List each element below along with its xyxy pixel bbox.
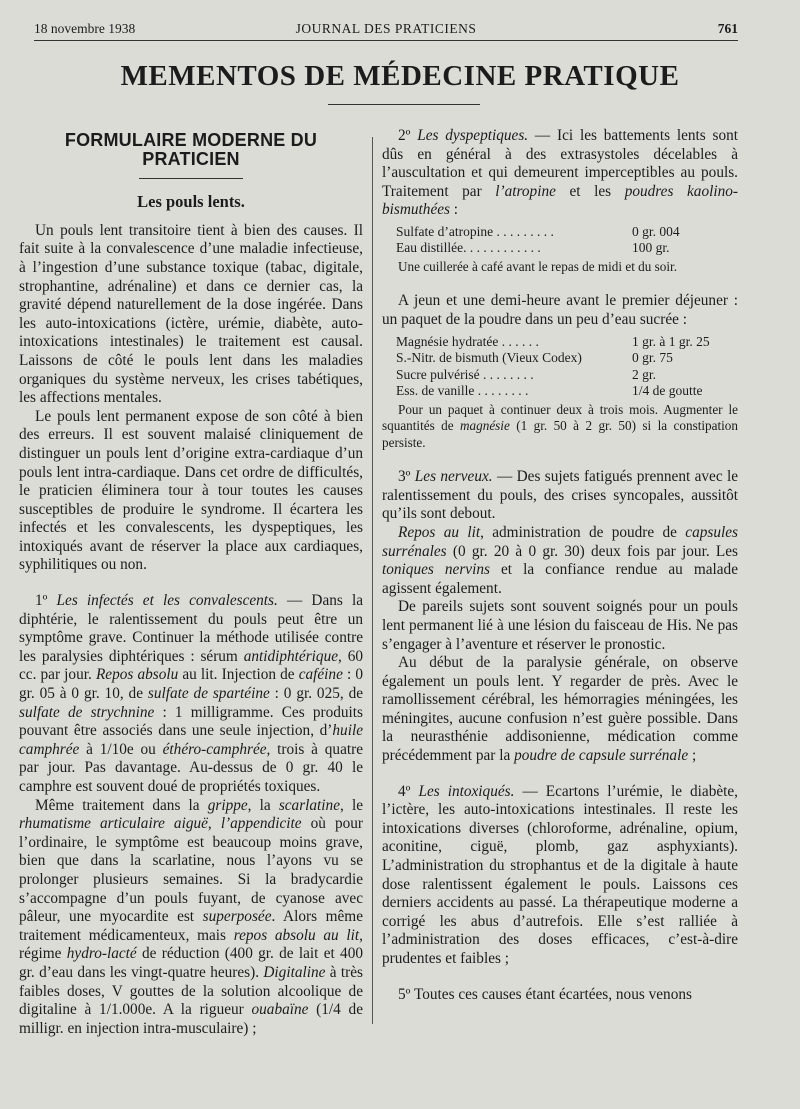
section-title: FORMULAIRE MODERNE DU PRATICIEN: [64, 130, 318, 169]
subsection-heading: Les infectés et les convalescents.: [56, 592, 278, 610]
paragraph: Au début de la paralysie générale, on observe également un pouls lent. Y regarder de près. Avec le ramollissement cérébral, les hémorragies méningées, les méningites, aucune confusion n’est guère possible. Dans la neurasthénie addisonienne, médication comme précédemment par la poudre de capsule surrénale ;: [382, 654, 738, 765]
prescription-atropine: [396, 224, 738, 257]
subsection-heading: Les nerveux.: [414, 468, 493, 486]
page-number: 761: [717, 21, 738, 36]
main-title: MEMENTOS DE MÉDECINE PRATIQUE: [120, 60, 680, 92]
title-rule: [328, 104, 480, 105]
right-column: [382, 127, 738, 1004]
paragraph-intoxiques: 4º Les intoxiqués. — Ecartons l’urémie, le diabète, l’ictère, les auto-intoxications intestinales. Il reste les intoxications diverses (chloroforme, adrénaline, opium, aconitine, ciguë, plomb, gaz asphyxiants). L’administration du strophantus et de la digitale à haute dose ralentissent également le pouls. Laissons ces derniers accidents au passé. La thérapeutique moderne a corrigé les abus d’autrefois. Elle s’est ralliée à l’administration des doses efficaces, c’est-à-dire prudentes et faibles ;: [382, 782, 739, 967]
paragraph: Le pouls lent permanent expose de son côté à bien des erreurs. Il est souvent malaisé cliniquement de distinguer un pouls lent d’origine extra-cardiaque d’un pouls lent intra-cardiaque. Dans cet ordre de difficultés, le praticien éliminera tour à tour toutes les causes susceptibles de produire le syndrome. Il écartera les infectés et les convalescents, les dyspeptiques, les intoxiqués avant de réserver la place aux cardiaques, syphilitiques ou non.: [19, 407, 363, 574]
paragraph-causes-ecartees: 5º Toutes ces causes étant écartées, nous venons: [398, 985, 692, 1003]
paragraph: De pareils sujets sont souvent soignés pour un pouls lent permanent lié à une lésion du faisceau de His. Ne pas s’engager à l’aventure et réserver le pronostic.: [382, 598, 738, 653]
subsection-heading: Les dyspeptiques.: [417, 127, 529, 144]
prescription-note: Une cuillerée à café avant le repas de midi et du soir.: [398, 258, 678, 274]
article-subtitle: Les pouls lents.: [137, 192, 245, 212]
paragraph: Repos au lit, administration de poudre de capsules surrénales (0 gr. 20 à 0 gr. 30) deux fois par jour. Les toniques nervins et la confiance rendue au malade agissent également.: [382, 523, 738, 597]
paragraph: Un pouls lent transitoire tient à bien des causes. Il fait suite à la convalescence d’une maladie infectieuse, à l’ingestion d’une substance toxique (tabac, digitale, strophantine, adrénaline) et dans ce dernier cas, la gravité dépend naturellement de la dose ingérée. Dans les auto-intoxications (ictère, urémie, diabète, auto-intoxications intestinales) le traitement est causal. Laissons de côté le pouls lent dans les maladies organiques du système nerveux, les crises tabétiques, les affections mentales.: [19, 221, 363, 407]
paragraph-dyspeptiques: 2º Les dyspeptiques. — Ici les battements lents sont dûs en général à des extrasystoles décelables à l’auscultation et qui demeurent imperceptibles au pouls. Traitement par l’atropine et les poudres kaolino-bismuthées :: [382, 127, 739, 219]
prescription-row: Eau distillée. . . . . . . . . . . . 100 gr.: [396, 240, 670, 256]
prescription-row: Ess. de vanille . . . . . . . . 1/4 de goutte: [396, 383, 703, 399]
prescription-row: Magnésie hydratée . . . . . . 1 gr. à 1 gr. 25: [396, 333, 710, 349]
prescription-poudre: [396, 334, 738, 400]
section-rule: [139, 178, 243, 179]
prescription-note: Pour un paquet à continuer deux à trois mois. Augmenter le squantités de magnésie (1 gr. 50 à 2 gr. 50) si la constipation persiste.: [382, 401, 738, 450]
prescription-row: Sulfate d’atropine . . . . . . . . . 0 gr. 004: [396, 223, 680, 239]
prescription-row: S.-Nitr. de bismuth (Vieux Codex) 0 gr. 75: [396, 350, 673, 366]
header-rule: [34, 40, 738, 41]
paragraph: A jeun et une demi-heure avant le premier déjeuner : un paquet de la poudre dans un peu d’eau sucrée :: [382, 292, 738, 329]
paragraph-infectes: 1º Les infectés et les convalescents. — Dans la diphtérie, le ralentissement du pouls peut être un symptôme grave. Continuer la méthode utilisée contre les paralysies diphtériques : sérum antidiphtérique, 60 cc. par jour. Repos absolu au lit. Injection de caféine : 0 gr. 05 à 0 gr. 10, de sulfate de spartéine : 0 gr. 025, de sulfate de strychnine : 1 milligramme. Ces produits pouvant être associés dans une seule injection, d’huile camphrée à 1/10e ou éthéro-camphrée, trois à quatre par jour. Pas davantage. Au-dessus de 0 gr. 40 le camphre est souvent doué de propriétés toxiques.: [19, 592, 364, 795]
column-divider: [372, 137, 373, 1024]
subsection-heading: Les intoxiqués.: [418, 782, 515, 800]
left-column: [19, 131, 363, 1038]
prescription-row: Sucre pulvérisé . . . . . . . . 2 gr.: [396, 366, 657, 382]
issue-date: 18 novembre 1938: [34, 21, 136, 36]
paragraph-nerveux: 3º Les nerveux. — Des sujets fatigués prennent avec le ralentissement du pouls, des crises syncopales, aussitôt qu’ils sont debout.: [382, 468, 738, 523]
running-header: [34, 21, 738, 37]
paragraph: Même traitement dans la grippe, la scarlatine, le rhumatisme articulaire aiguë, l’appendicite où pour l’ordinaire, le symptôme est beaucoup moins grave, bien que dans la scarlatine, nous l’ayons vu se prolonger plusieurs semaines. Si la bradycardie s’accompagne d’un pouls fuyant, de cyanose avec pâleur, une myocardite est superposée. Alors même traitement médicamenteux, mais repos absolu au lit, régime hydro-lacté de réduction (400 gr. de lait et 400 gr. d’eau dans les vingt-quatre heures). Digitaline à très faibles doses, V gouttes de la solution alcoolique de digitaline à 1/1.000e. A la rigueur ouabaïne (1/4 de milligr. en injection intra-musculaire) ;: [19, 796, 363, 1037]
journal-name: JOURNAL DES PRATICIENS: [295, 21, 477, 36]
